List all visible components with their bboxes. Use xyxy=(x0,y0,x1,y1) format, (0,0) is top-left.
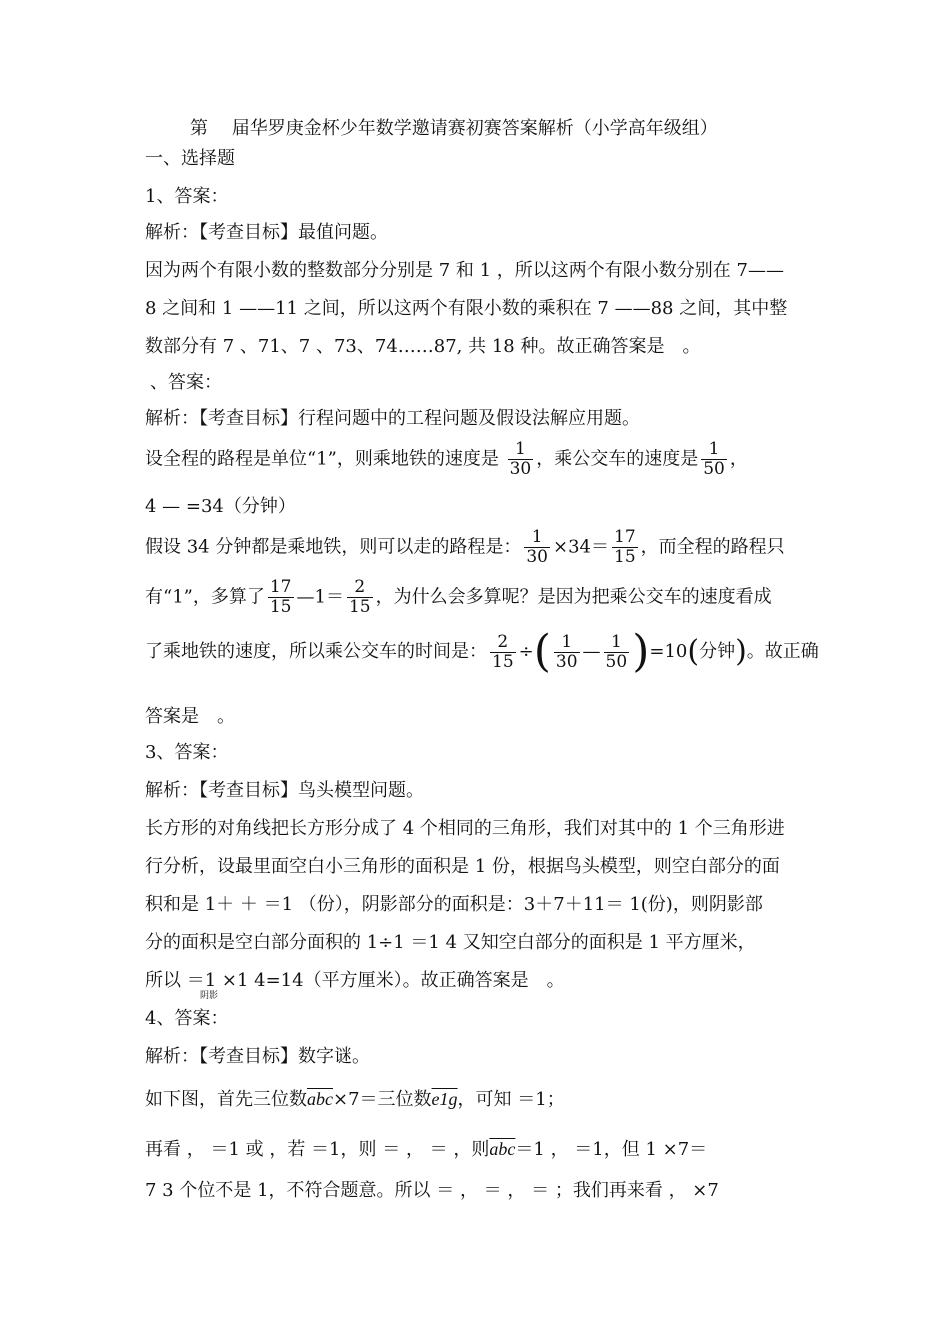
q3-line-5: 所以 ＝1 ×1 4=14（平方厘米）。故正确答案是 。 xyxy=(145,970,565,991)
q3-line-3: 积和是 1＋ ＋ ＝1 （份），阴影部分的面积是：3＋7＋11＝ 1(份)，则阴影部 xyxy=(145,894,763,915)
q2-line-6: 答案是 。 xyxy=(145,706,235,727)
fraction-2-15: $\frac{2}{15}$ xyxy=(348,577,371,617)
q4-line-1: 如下图，首先三位数$\overline{abc}\times 7=$三位数e1g，可知 ＝1； xyxy=(145,1089,565,1110)
fraction-1-30: $\frac{1}{30}$ xyxy=(526,527,548,567)
q2-answer: 、答案： xyxy=(150,372,222,393)
fraction-1-30: $\frac{1}{30}$ xyxy=(555,631,578,672)
q1-line-1: 因为两个有限小数的整数部分分别是 7 和 1 ，所以这两个有限小数分别在 7—— xyxy=(145,260,784,281)
q4-answer: 4、答案： xyxy=(145,1008,229,1029)
q1-line-3: 数部分有 7 、71、7 、73、74……87, 共 18 种。故正确答案是 。 xyxy=(145,336,701,357)
q3-line-2: 行分析，设最里面空白小三角形的面积是 1 份，根据鸟头模型，则空白部分的面 xyxy=(145,856,780,877)
q2-line-2: 4 — =34（分钟） xyxy=(145,496,296,517)
fraction-2-15: $\frac{2}{15}$ xyxy=(492,631,514,672)
page-title: 第 届华罗庚金杯少年数学邀请赛初赛答案解析（小学高年级组） xyxy=(190,118,718,139)
fraction-17-15: $\frac{17}{15}$ xyxy=(269,577,292,617)
q3-line-1: 长方形的对角线把长方形分成了 4 个相同的三角形，我们对其中的 1 个三角形进 xyxy=(145,818,785,839)
q1-answer: 1、答案： xyxy=(145,186,229,207)
fraction-1-50: $\frac{1}{50}$ xyxy=(703,439,725,479)
fraction-1-50: $\frac{1}{50}$ xyxy=(605,631,628,672)
q2-line-5: 了乘地铁的速度，所以乘公交车的时间是： $\frac{2}{15}$ ÷( $\frac{1}{30}$ — $\frac{1}{50}$ )=10(分钟)。故正确 xyxy=(145,626,819,677)
q4-line-2: 再看 ， ＝1 或 ，若 ＝1，则 ＝ ， ＝ ，则$\overline{abc}=1$ ， ＝1，但 1 ×7＝ xyxy=(145,1139,708,1160)
overline-abc: $\overline{abc}$ xyxy=(489,1139,516,1159)
overline-abc: $\overline{abc}$ xyxy=(307,1089,333,1109)
overline-e1g: e1g xyxy=(431,1089,458,1109)
q2-line-1: 设全程的路程是单位“1”，则乘地铁的速度是 $\frac{1}{30}$ ，乘公交车的速度是 $\frac{1}{50}$ ， xyxy=(145,439,748,479)
q4-line-3: 7 3 个位不是 1，不符合题意。所以 ＝ ， ＝ ， ＝ ；我们再来看 ， ×7 xyxy=(145,1180,719,1201)
q1-analysis: 解析：【考查目标】最值问题。 xyxy=(145,222,388,243)
fraction-17-15: $\frac{17}{15}$ xyxy=(614,527,636,567)
q4-analysis: 解析：【考查目标】数字谜。 xyxy=(145,1046,370,1067)
section-heading: 一、选择题 xyxy=(145,148,235,169)
q3-line-4: 分的面积是空白部分面积的 1÷1 ＝1 4 又知空白部分的面积是 1 平方厘米， xyxy=(145,932,756,953)
q2-line-4: 有“1”，多算了 $\frac{17}{15}$ —1＝ $\frac{2}{15}$ ，为什么会多算呢？是因为把乘公交车的速度看成 xyxy=(145,577,772,617)
fraction-1-30: $\frac{1}{30}$ xyxy=(509,439,532,479)
q3-answer: 3、答案： xyxy=(145,742,229,763)
q2-line-3: 假设 34 分钟都是乘地铁，则可以走的路程是： $\frac{1}{30}$ ×34＝ $\frac{17}{15}$ ，而全程的路程只 xyxy=(145,527,785,567)
subscript-shadow: 阴影 xyxy=(200,991,219,1001)
q1-line-2: 8 之间和 1 ——11 之间，所以这两个有限小数的乘积在 7 ——88 之间，其中整 xyxy=(145,298,788,319)
q3-analysis: 解析：【考查目标】鸟头模型问题。 xyxy=(145,780,424,801)
q2-analysis: 解析：【考查目标】行程问题中的工程问题及假设法解应用题。 xyxy=(145,408,640,429)
